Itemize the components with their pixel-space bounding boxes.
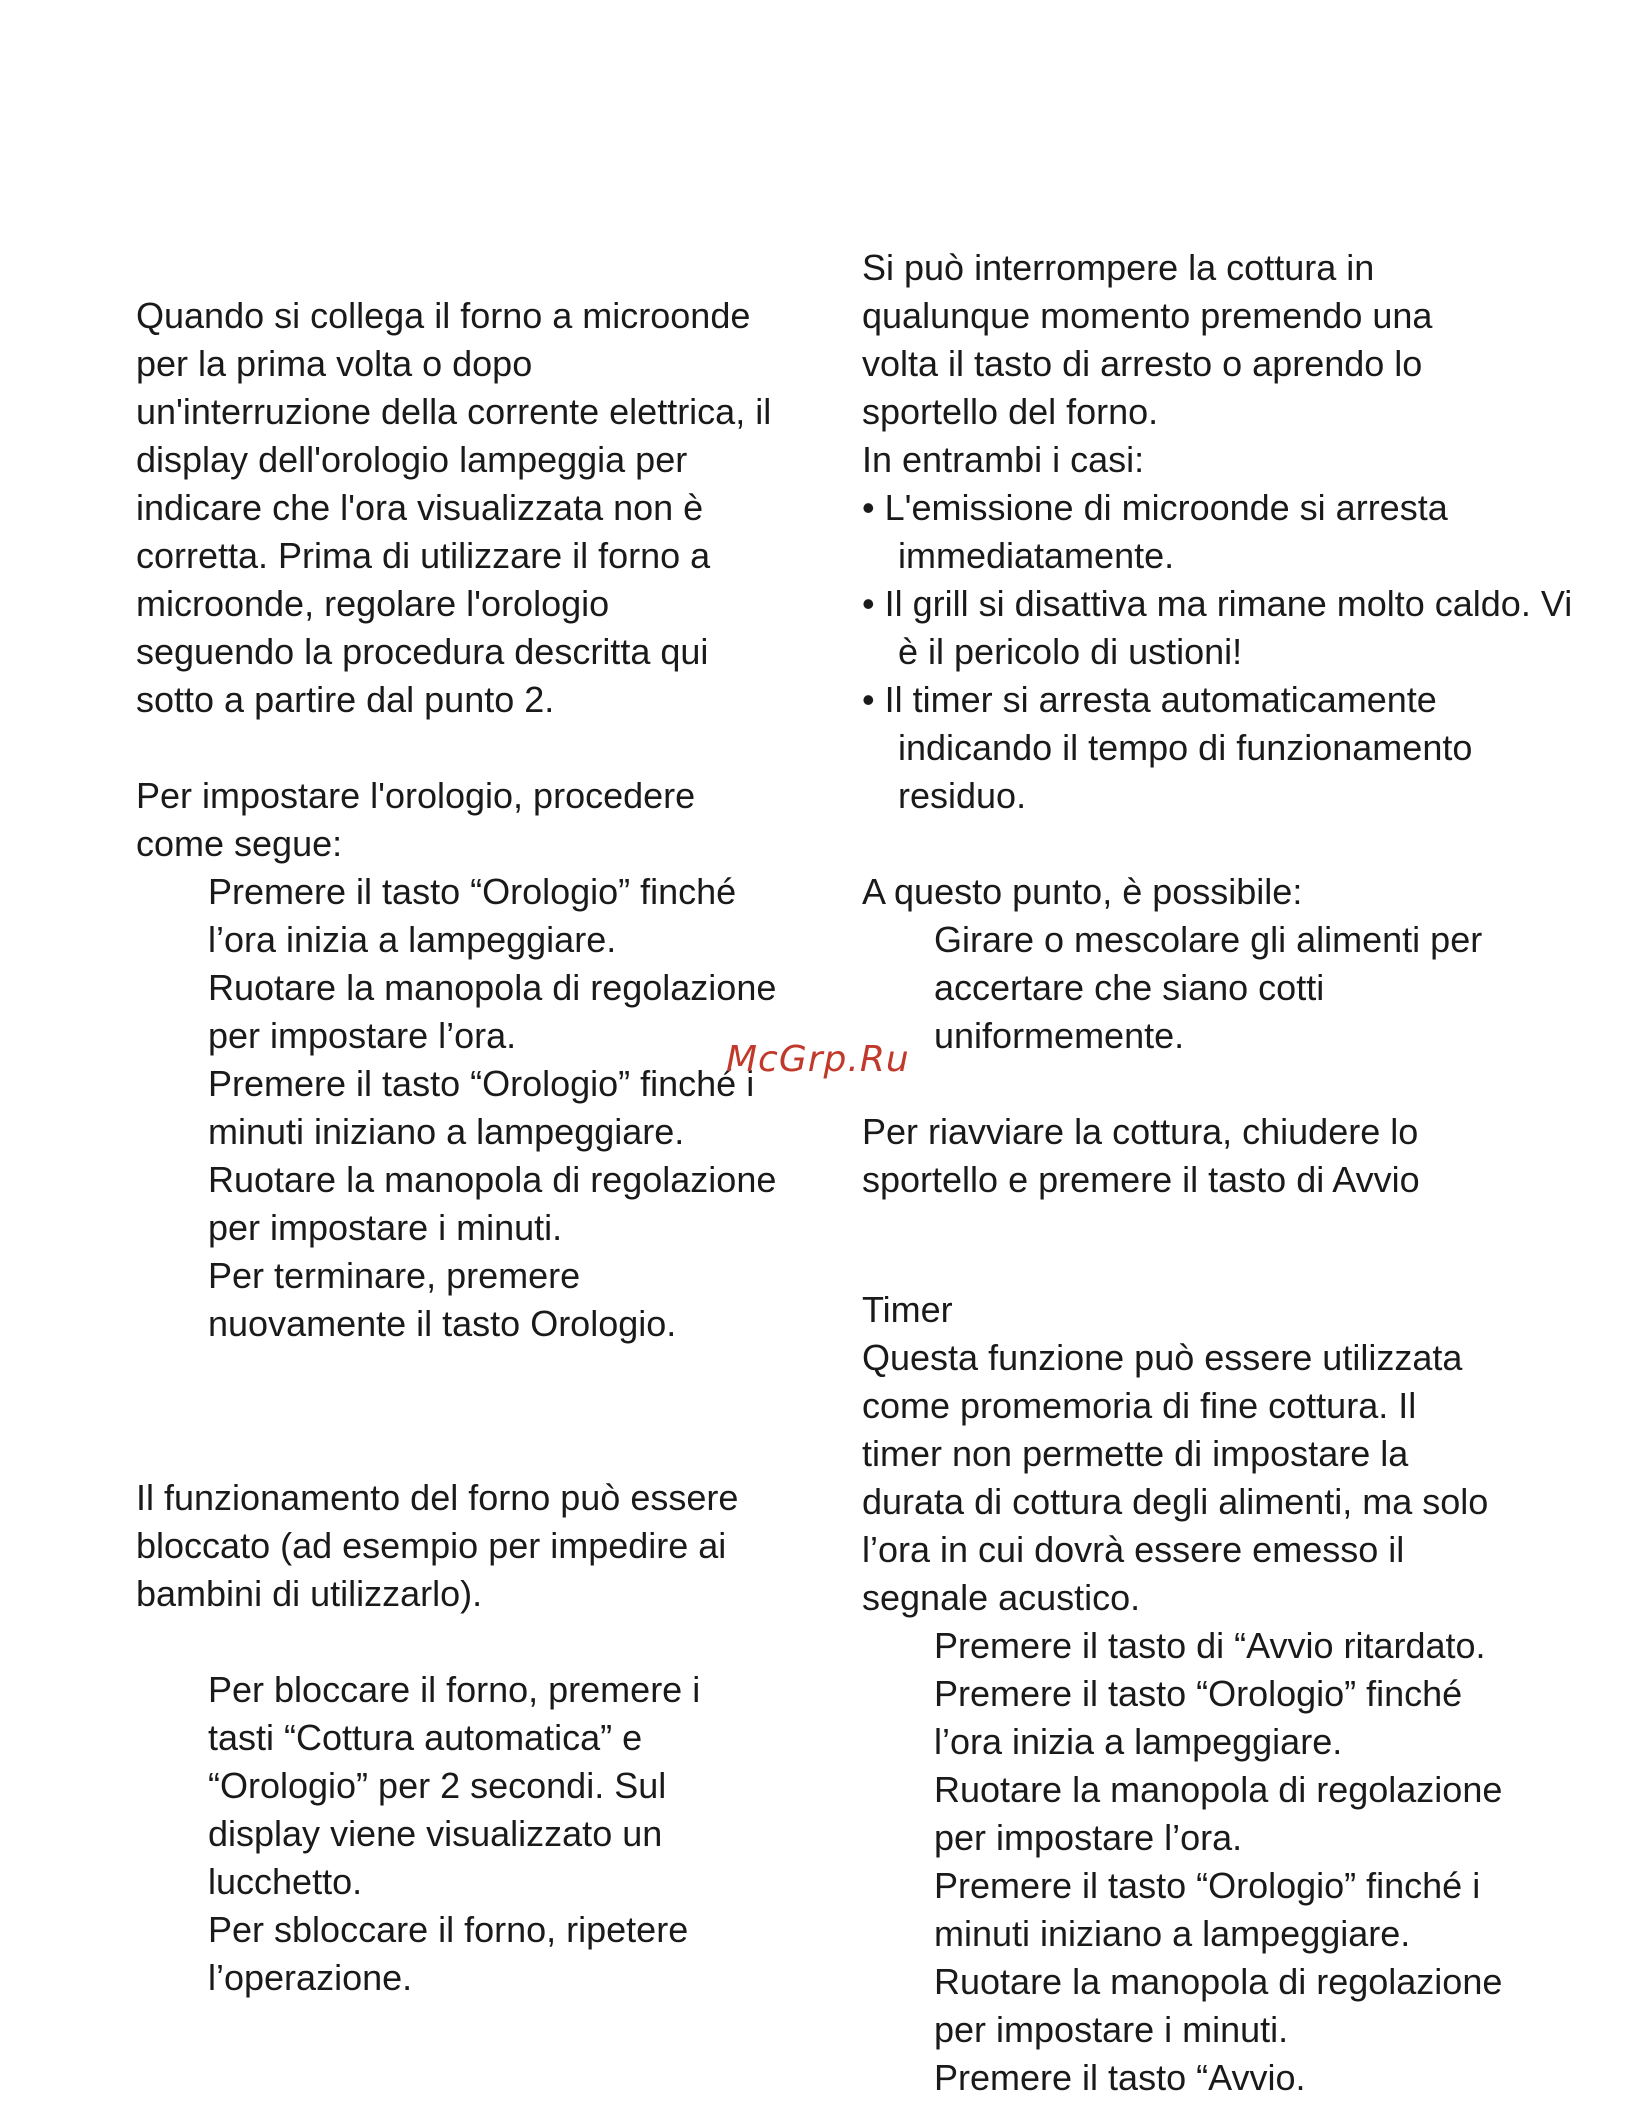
step-line: Premere il tasto di “Avvio ritardato. [934, 1625, 1486, 1666]
bullet-item: • L'emissione di microonde si arresta immediatamente. [862, 487, 1448, 576]
step-line: Premere il tasto “Orologio” finché i [934, 1865, 1481, 1906]
step-line: Premere il tasto “Orologio” finché [934, 1673, 1463, 1714]
step-line: Per sbloccare il forno, ripetere [208, 1909, 689, 1950]
text-line: sportello del forno. [862, 391, 1159, 432]
step-line: l’ora inizia a lampeggiare. [934, 1721, 1343, 1762]
text-line: bloccato (ad esempio per impedire ai [136, 1525, 727, 1566]
step-line: Ruotare la manopola di regolazione [208, 1159, 777, 1200]
text-line: Per riavviare la cottura, chiudere lo [862, 1111, 1419, 1152]
step-line: Girare o mescolare gli alimenti per [934, 919, 1483, 960]
step-line: Ruotare la manopola di regolazione [208, 967, 777, 1008]
timer-intro-paragraph [862, 1334, 1582, 1622]
bullet-item: • Il grill si disattiva ma rimane molto caldo. Vi è il pericolo di ustioni! [862, 583, 1573, 672]
timer-heading: Timer [862, 1289, 953, 1330]
text-line: qualunque momento premendo una [862, 295, 1433, 336]
stop-intro-paragraph [862, 244, 1582, 484]
text-line: corretta. Prima di utilizzare il forno a [136, 535, 711, 576]
text-line: Questa funzione può essere utilizzata [862, 1337, 1463, 1378]
restart-paragraph [862, 1108, 1582, 1204]
step-line: Per terminare, premere [208, 1255, 581, 1296]
text-line: Per impostare l'orologio, procedere [136, 775, 696, 816]
clock-steps [136, 868, 836, 1348]
text-line: bambini di utilizzarlo). [136, 1573, 483, 1614]
left-column [136, 292, 836, 2002]
bullet-list [862, 484, 1582, 820]
text-line: come segue: [136, 823, 343, 864]
step-line: Per bloccare il forno, premere i [208, 1669, 701, 1710]
right-column [862, 244, 1582, 2102]
step-line: Premere il tasto “Avvio. [934, 2057, 1306, 2098]
text-line: per la prima volta o dopo [136, 343, 533, 384]
step-line: per impostare i minuti. [934, 2009, 1289, 2050]
text-line: volta il tasto di arresto o aprendo lo [862, 343, 1423, 384]
step-line: Premere il tasto “Orologio” finché [208, 871, 737, 912]
text-line: l’ora in cui dovrà essere emesso il [862, 1529, 1405, 1570]
step-line: Ruotare la manopola di regolazione [934, 1769, 1503, 1810]
step-line: tasti “Cottura automatica” e [208, 1717, 643, 1758]
step-line: minuti iniziano a lampeggiare. [934, 1913, 1411, 1954]
step-line: per impostare i minuti. [208, 1207, 563, 1248]
possible-intro: A questo punto, è possibile: [862, 871, 1303, 912]
step-line: accertare che siano cotti [934, 967, 1325, 1008]
text-line: sportello e premere il tasto di Avvio [862, 1159, 1420, 1200]
text-line: indicare che l'ora visualizzata non è [136, 487, 704, 528]
text-line: microonde, regolare l'orologio [136, 583, 610, 624]
step-line: per impostare l’ora. [208, 1015, 517, 1056]
step-line: per impostare l’ora. [934, 1817, 1243, 1858]
intro-paragraph [136, 292, 836, 724]
text-line: segnale acustico. [862, 1577, 1141, 1618]
step-line: Premere il tasto “Orologio” finché i [208, 1063, 755, 1104]
text-line: timer non permette di impostare la [862, 1433, 1409, 1474]
step-line: uniformemente. [934, 1015, 1185, 1056]
step-line: “Orologio” per 2 secondi. Sul [208, 1765, 667, 1806]
step-line: minuti iniziano a lampeggiare. [208, 1111, 685, 1152]
possible-steps [862, 916, 1582, 1060]
text-line: sotto a partire dal punto 2. [136, 679, 555, 720]
step-line: l’operazione. [208, 1957, 413, 1998]
watermark-text: McGrp.Ru [726, 1039, 910, 1080]
step-line: nuovamente il tasto Orologio. [208, 1303, 677, 1344]
text-line: Quando si collega il forno a microonde [136, 295, 751, 336]
step-line: display viene visualizzato un [208, 1813, 663, 1854]
text-line: come promemoria di fine cottura. Il [862, 1385, 1417, 1426]
text-line: Il funzionamento del forno può essere [136, 1477, 739, 1518]
text-line: seguendo la procedura descritta qui [136, 631, 709, 672]
step-line: lucchetto. [208, 1861, 363, 1902]
text-line: Si può interrompere la cottura in [862, 247, 1375, 288]
text-line: un'interruzione della corrente elettrica, il [136, 391, 772, 432]
clock-intro-paragraph [136, 772, 836, 868]
text-line: In entrambi i casi: [862, 439, 1145, 480]
step-line: Ruotare la manopola di regolazione [934, 1961, 1503, 2002]
text-line: durata di cottura degli alimenti, ma solo [862, 1481, 1489, 1522]
timer-steps [862, 1622, 1582, 2102]
bullet-item: • Il timer si arresta automaticamente indicando il tempo di funzionamento residuo. [862, 679, 1473, 816]
step-line: l’ora inizia a lampeggiare. [208, 919, 617, 960]
text-line: display dell'orologio lampeggia per [136, 439, 688, 480]
lock-intro-paragraph [136, 1474, 836, 1618]
lock-steps [136, 1666, 836, 2002]
